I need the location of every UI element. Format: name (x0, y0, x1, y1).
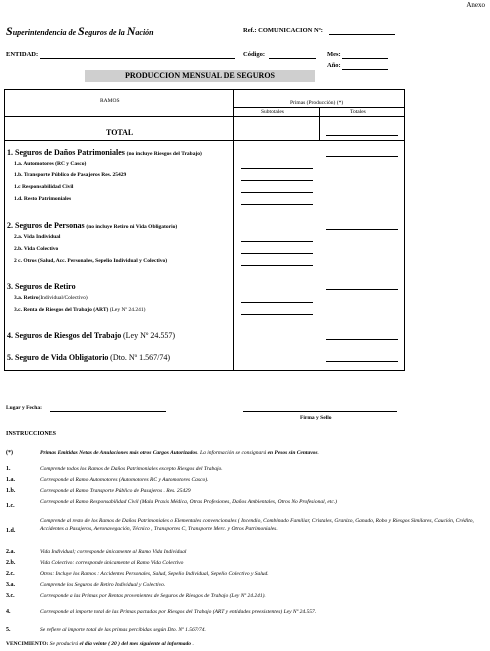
subitem-3a: 3.a. Retiro(Individual/Colectivo) (14, 295, 88, 301)
instr-text: Comprende los Seguros de Retiro Individual y Colectivo. (40, 582, 166, 588)
primas-header: Primas (Producción) (*) (290, 100, 344, 106)
section-5-total-field[interactable] (326, 361, 398, 362)
subitem-1c: 1.c Responsabilidad Civil (14, 184, 74, 190)
totales-header: Totales (350, 109, 366, 115)
instr-number: 1.d. (6, 528, 16, 534)
total-field[interactable] (326, 135, 398, 136)
instr-text: Primas Emitidas Netas de Anulaciones más otros Cargos Autorizados. La información se consignará en Pesos sin Centavos. (40, 450, 319, 456)
subitem-1c-field[interactable] (241, 192, 313, 193)
codigo-label: Código: (243, 51, 266, 58)
instructions-heading: INSTRUCCIONES (6, 431, 57, 437)
instr-number: 1.b. (6, 488, 16, 494)
entidad-label: ENTIDAD: (6, 51, 39, 58)
total-label: TOTAL (106, 128, 134, 137)
subtotales-header: Subtotales (261, 109, 284, 115)
instr-number: 1.a. (6, 477, 15, 483)
subitem-1b-field[interactable] (241, 180, 313, 181)
section-2-title: 2. Seguros de Personas (no incluye Retiro ni Vida Obligatorio) (7, 221, 178, 230)
section-5-title: 5. Seguro de Vida Obligatorio (Dto. Nº 1.567/74) (7, 353, 170, 362)
instr-number: 1. (6, 466, 11, 472)
row-divider (4, 140, 405, 141)
vencimiento-line: VENCIMIENTO: Se producirá el día veinte ( 20 ) del mes siguiente al informado . (6, 641, 194, 647)
row-divider (4, 116, 405, 117)
instr-text: Corresponde al Ramo Responsabilidad Civil (Mala Praxis Médica, Otras Profesiones, Daños Ambientales, Otros No Profesional, etc.) (40, 499, 337, 505)
column-divider (233, 89, 234, 371)
ref-number-field[interactable] (329, 34, 395, 35)
instr-text: Corresponde al importe total de las Primas pactadas por Riesgos del Trabajo (ART y entidades preexistentes) Ley Nº 24.557. (40, 609, 317, 615)
instr-number: 3.c. (6, 593, 15, 599)
subitem-2b: 2.b. Vida Colectivo (14, 246, 59, 252)
subitem-2c: 2 c. Otros (Salud, Acc. Personales, Sepelio Individual y Colectivo) (14, 258, 168, 264)
instr-text: Corresponde al Ramo Automotores (Automotores RC y Automotores Casco). (40, 477, 209, 483)
firma-label: Firma y Sello (300, 415, 332, 421)
section-2-total-field[interactable] (326, 229, 398, 230)
subitem-3a-field[interactable] (241, 302, 313, 303)
subitem-1d-field[interactable] (241, 204, 313, 205)
instr-text: Se refiere al importe total de las primas percibidas según Dto. Nº 1.567/74. (40, 627, 206, 633)
instr-text: Comprende todos los Ramos de Daños Patrimoniales excepto Riesgos del Trabajo. (40, 466, 223, 472)
anio-field[interactable] (342, 69, 388, 70)
subitem-3c-field[interactable] (241, 314, 313, 315)
subitem-1a: 1.a. Automotores (RC y Casco) (14, 161, 87, 167)
ramos-header: RAMOS (100, 98, 120, 104)
subitem-1a-field[interactable] (241, 168, 313, 169)
form-title: PRODUCCION MENSUAL DE SEGUROS (85, 70, 315, 82)
subitem-1b: 1.b. Transporte Público de Pasajeros Res. 25429 (14, 172, 127, 178)
mes-label: Mes: (327, 51, 341, 58)
subitem-2a-field[interactable] (241, 241, 313, 242)
ref-label: Ref.: COMUNICACION Nº: (243, 27, 323, 34)
row-divider (233, 107, 405, 108)
codigo-field[interactable] (269, 58, 316, 59)
subitem-1d: 1.d. Resto Patrimoniales (14, 196, 72, 202)
anio-label: Año: (327, 62, 341, 69)
subitem-2c-field[interactable] (241, 265, 313, 266)
agency-name: Superintendencia de Seguros de la Nación (6, 24, 154, 38)
instr-text: Corresponde al Ramo Transporte Público de Pasajeros . Res. 25429 (40, 488, 191, 494)
instr-number: 2.c. (6, 571, 15, 577)
section-4-title: 4. Seguros de Riesgos del Trabajo (Ley Nº 24.557) (7, 331, 176, 340)
subitem-3c: 3.c. Renta de Riesgos del Trabajo (ART) (Ley Nº 24.241) (14, 307, 146, 313)
subitem-2b-field[interactable] (241, 253, 313, 254)
entidad-field[interactable] (40, 58, 235, 59)
instr-text: Corresponde a las Primas por Rentas provenientes de Seguros de Riesgos de Trabajo (Ley Nº 24.241). (40, 593, 266, 599)
section-1-total-field[interactable] (326, 156, 398, 157)
lugar-fecha-label: Lugar y Fecha: (6, 405, 42, 411)
instr-number: 2.a. (6, 549, 15, 555)
instr-text: Vida Individual; corresponde únicamente al Ramo Vida Individual (40, 549, 187, 555)
instr-text: Otros: Incluye los Ramos : Accidentes Personales, Salud, Sepelio Individual, Sepelio Colectivo y Salud. (40, 571, 269, 577)
instr-number: 2.b. (6, 560, 16, 566)
instr-text: Vida Colectivo: corresponde únicamente al Ramo Vida Colectivo (40, 560, 184, 566)
section-1-title: 1. Seguros de Daños Patrimoniales (no incluye Riesgos del Trabajo) (7, 148, 202, 157)
section-3-total-field[interactable] (326, 289, 398, 290)
instr-number: 3.a. (6, 582, 15, 588)
section-4-total-field[interactable] (326, 339, 398, 340)
production-table (4, 89, 405, 371)
section-3-title: 3. Seguros de Retiro (7, 282, 76, 291)
firma-field[interactable] (243, 411, 397, 412)
instr-text: Comprende al resto de los Ramos de Daños Patrimoniales o Elementales convencionales ( Incendio, Combinado Familiar, Cristales, Granizo, Ganado, Robo y Riesgos Similares, Caución, Crédito, Accidentes a Pasajeros, Aeronavegación, Técnico , Transportes C, Transporte Merc. y Otros Patrimoniales. (40, 518, 474, 532)
instr-marker: (*) (6, 450, 13, 456)
mes-field[interactable] (342, 58, 388, 59)
subitem-2a: 2.a. Vida Individual (14, 234, 61, 240)
column-divider (319, 107, 320, 140)
annex-label: Anexo (466, 1, 485, 9)
instr-number: 5. (6, 627, 11, 633)
lugar-fecha-field[interactable] (50, 411, 166, 412)
instr-number: 4. (6, 609, 11, 615)
instr-number: 1.c. (6, 503, 15, 509)
